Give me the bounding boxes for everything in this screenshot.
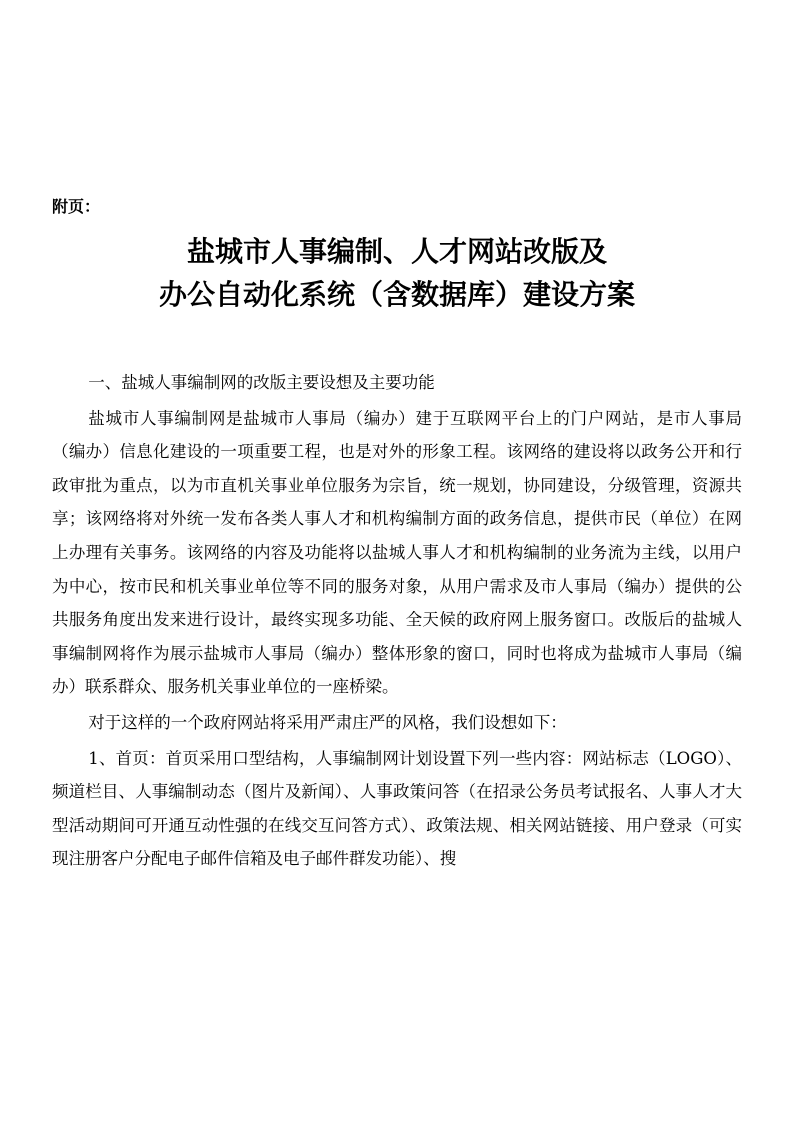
appendix-label: 附页：: [52, 197, 101, 216]
paragraph: 盐城市人事编制网是盐城市人事局（编办）建于互联网平台上的门户网站，是市人事局（编办）信息化建设的一项重要工程，也是对外的形象工程。该网络的建设将以政务公开和行政审批为重点，以为市直机关事业单位服务为宗旨，统一规划，协同建设，分级管理，资源共享；该网络将对外统一发布各类人事人才和机构编制方面的政务信息，提供市民（单位）在网上办理有关事务。该网络的内容及功能将以盐城人事人才和机构编制的业务流为主线，以用户为中心，按市民和机关事业单位等不同的服务对象，从用户需求及市人事局（编办）提供的公共服务角度出发来进行设计，最终实现多功能、全天候的政府网上服务窗口。改版后的盐城人事编制网将作为展示盐城市人事局（编办）整体形象的窗口，同时也将成为盐城市人事局（编办）联系群众、服务机关事业单位的一座桥梁。: [52, 408, 742, 697]
paragraph: 1、首页：首页采用口型结构，人事编制网计划设置下列一些内容：网站标志（LOGO）、频道栏目、人事编制动态（图片及新闻）、人事政策问答（在招录公务员考试报名、人事人才大型活动期间可开通互动性强的在线交互问答方式）、政策法规、相关网站链接、用户登录（可实现注册客户分配电子邮件信箱及电子邮件群发功能）、搜: [52, 748, 742, 869]
document-title-line-2: 办公自动化系统（含数据库）建设方案: [158, 278, 635, 311]
document-body: [52, 366, 742, 878]
paragraph: 对于这样的一个政府网站将采用严肃庄严的风格，我们设想如下：: [88, 712, 567, 732]
document-title-line-1: 盐城市人事编制、人才网站改版及: [186, 235, 607, 268]
section-heading: 一、盐城人事编制网的改版主要设想及主要功能: [88, 373, 435, 392]
